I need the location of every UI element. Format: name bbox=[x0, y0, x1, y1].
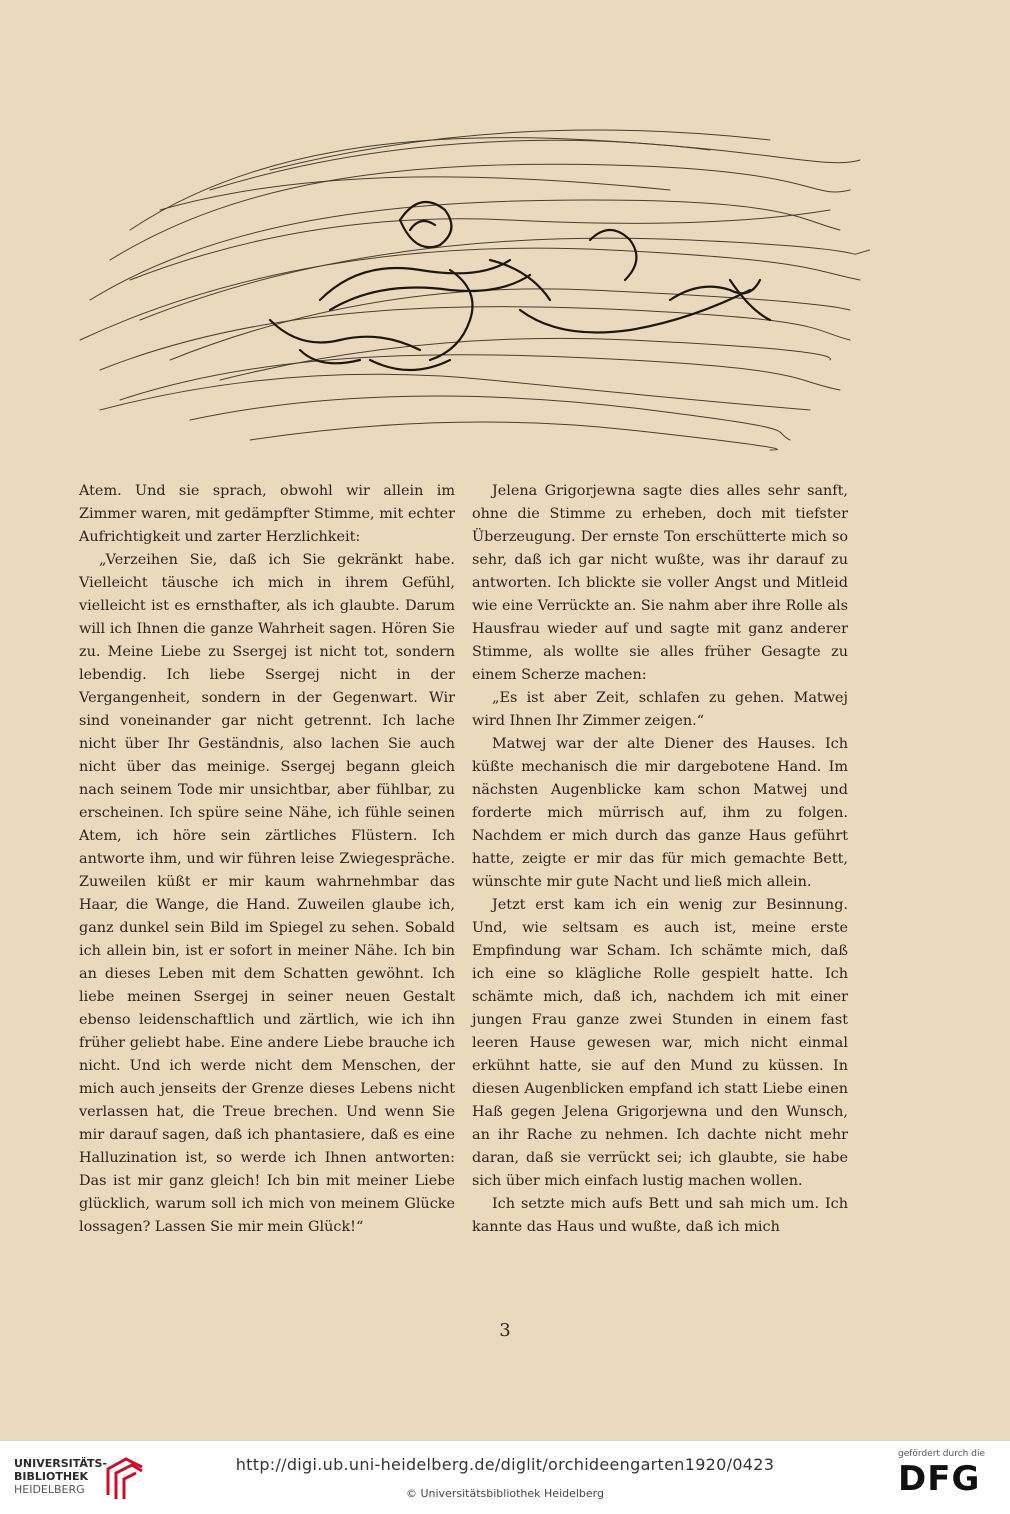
text-column-left bbox=[79, 480, 455, 1239]
paragraph: „Es ist aber Zeit, schlafen zu gehen. Matwej wird Ihnen Ihr Zimmer zeigen.“ bbox=[472, 690, 848, 729]
source-url[interactable]: http://digi.ub.uni-heidelberg.de/diglit/orchideengarten1920/0423 bbox=[235, 1455, 775, 1474]
paragraph: Jetzt erst kam ich ein wenig zur Besinnung. Und, wie seltsam es auch ist, meine erste Empfindung war Scham. Ich schämte mich, daß ich eine so klägliche Rolle gespielt hatte. Ich schämte mich, daß ich, nachdem ich mit einer jungen Frau ganze zwei Stunden in einem fast leeren Hause gewesen war, mich nicht einmal erkühnt hatte, sie auf den Mund zu küssen. In diesen Augenblicken empfand ich statt Liebe einen Haß gegen Jelena Grigorjewna und den Wunsch, an ihr Rache zu nehmen. Ich dachte nicht mehr daran, daß sie verrückt sei; ich glaubte, sie habe sich über mich einfach lustig machen wollen. bbox=[472, 897, 848, 1189]
library-name-line1: UNIVERSITÄTS- bbox=[14, 1457, 108, 1470]
library-name-line3: HEIDELBERG bbox=[14, 1483, 85, 1496]
paragraph: Ich setzte mich aufs Bett und sah mich um. Ich kannte das Haus und wußte, daß ich mich bbox=[472, 1196, 848, 1235]
dfg-tagline: gefördert durch die bbox=[898, 1449, 985, 1459]
text-column-right bbox=[472, 480, 848, 1239]
paragraph: Atem. Und sie sprach, obwohl wir allein im Zimmer waren, mit gedämpfter Stimme, mit echter Aufrichtigkeit und zarter Herzlichkeit: bbox=[79, 483, 455, 545]
page-number: 3 bbox=[499, 1320, 511, 1341]
library-name-line2: BIBLIOTHEK bbox=[14, 1470, 89, 1483]
scribble-illustration bbox=[70, 110, 870, 460]
paragraph: „Verzeihen Sie, daß ich Sie gekränkt habe. Vielleicht täusche ich mich in ihrem Gefühl, vielleicht ist es ernsthafter, als ich glaubte. Darum will ich Ihnen die ganze Wahrheit sagen. Hören Sie zu. Meine Liebe zu Ssergej ist nicht tot, sondern lebendig. Ich liebe Ssergej nicht in der Vergangenheit, sondern in der Gegenwart. Wir sind voneinander gar nicht getrennt. Ich lache nicht über Ihr Geständnis, also lachen Sie auch nicht über das meinige. Ssergej begann gleich nach seinem Tode mir unsichtbar, aber fühlbar, zu erscheinen. Ich spüre seine Nähe, ich fühle seinen Atem, ich höre sein zärtliches Flüstern. Ich antworte ihm, und wir führen leise Zwiegespräche. Zuweilen küßt er mir kaum wahrnehmbar das Haar, die Wange, die Hand. Zuweilen glaube ich, ganz dunkel sein Bild im Spiegel zu sehen. Sobald ich allein bin, ist er sofort in meiner Nähe. Ich bin an dieses Leben mit dem Schatten gewöhnt. Ich liebe meinen Ssergej in seiner neuen Gestalt ebenso leidenschaftlich und zärtlich, wie ich ihn früher geliebt habe. Eine andere Liebe brauche ich nicht. Und ich werde nicht dem Menschen, der mich auch jenseits der Grenze dieses Lebens nicht verlassen hat, die Treue brechen. Und wenn Sie mir darauf sagen, daß ich phantasiere, daß es eine Halluzination ist, so werde ich Ihnen antworten: Das ist mir ganz gleich! Ich bin mit meiner Liebe glücklich, warum soll ich mich von meinem Glücke lossagen? Lassen Sie mir mein Glück!“ bbox=[79, 552, 455, 1235]
copyright-notice: © Universitätsbibliothek Heidelberg bbox=[405, 1487, 604, 1500]
dfg-logo[interactable] bbox=[898, 1449, 998, 1509]
dfg-wordmark: DFG bbox=[898, 1459, 981, 1499]
paragraph: Matwej war der alte Diener des Hauses. Ich küßte mechanisch die mir dargebotene Hand. Im nächsten Augenblicke kam schon Matwej und forderte mich mürrisch auf, ihm zu folgen. Nachdem er mich durch das ganze Haus geführt hatte, zeigte er mir das für mich gemachte Bett, wünschte mir gute Nacht und ließ mich allein. bbox=[472, 736, 848, 890]
footer-bar bbox=[0, 1440, 1010, 1514]
paragraph: Jelena Grigorjewna sagte dies alles sehr sanft, ohne die Stimme zu erheben, doch mit tiefster Überzeugung. Der ernste Ton erschütterte mich so sehr, daß ich gar nicht wußte, was ihr darauf zu antworten. Ich blickte sie voller Angst und Mitleid wie eine Verrückte an. Sie nahm aber ihre Rolle als Hausfrau wieder auf und sagte mit ganz anderer Stimme, als wollte sie alles früher Gesagte zu einem Scherze machen: bbox=[472, 483, 848, 683]
